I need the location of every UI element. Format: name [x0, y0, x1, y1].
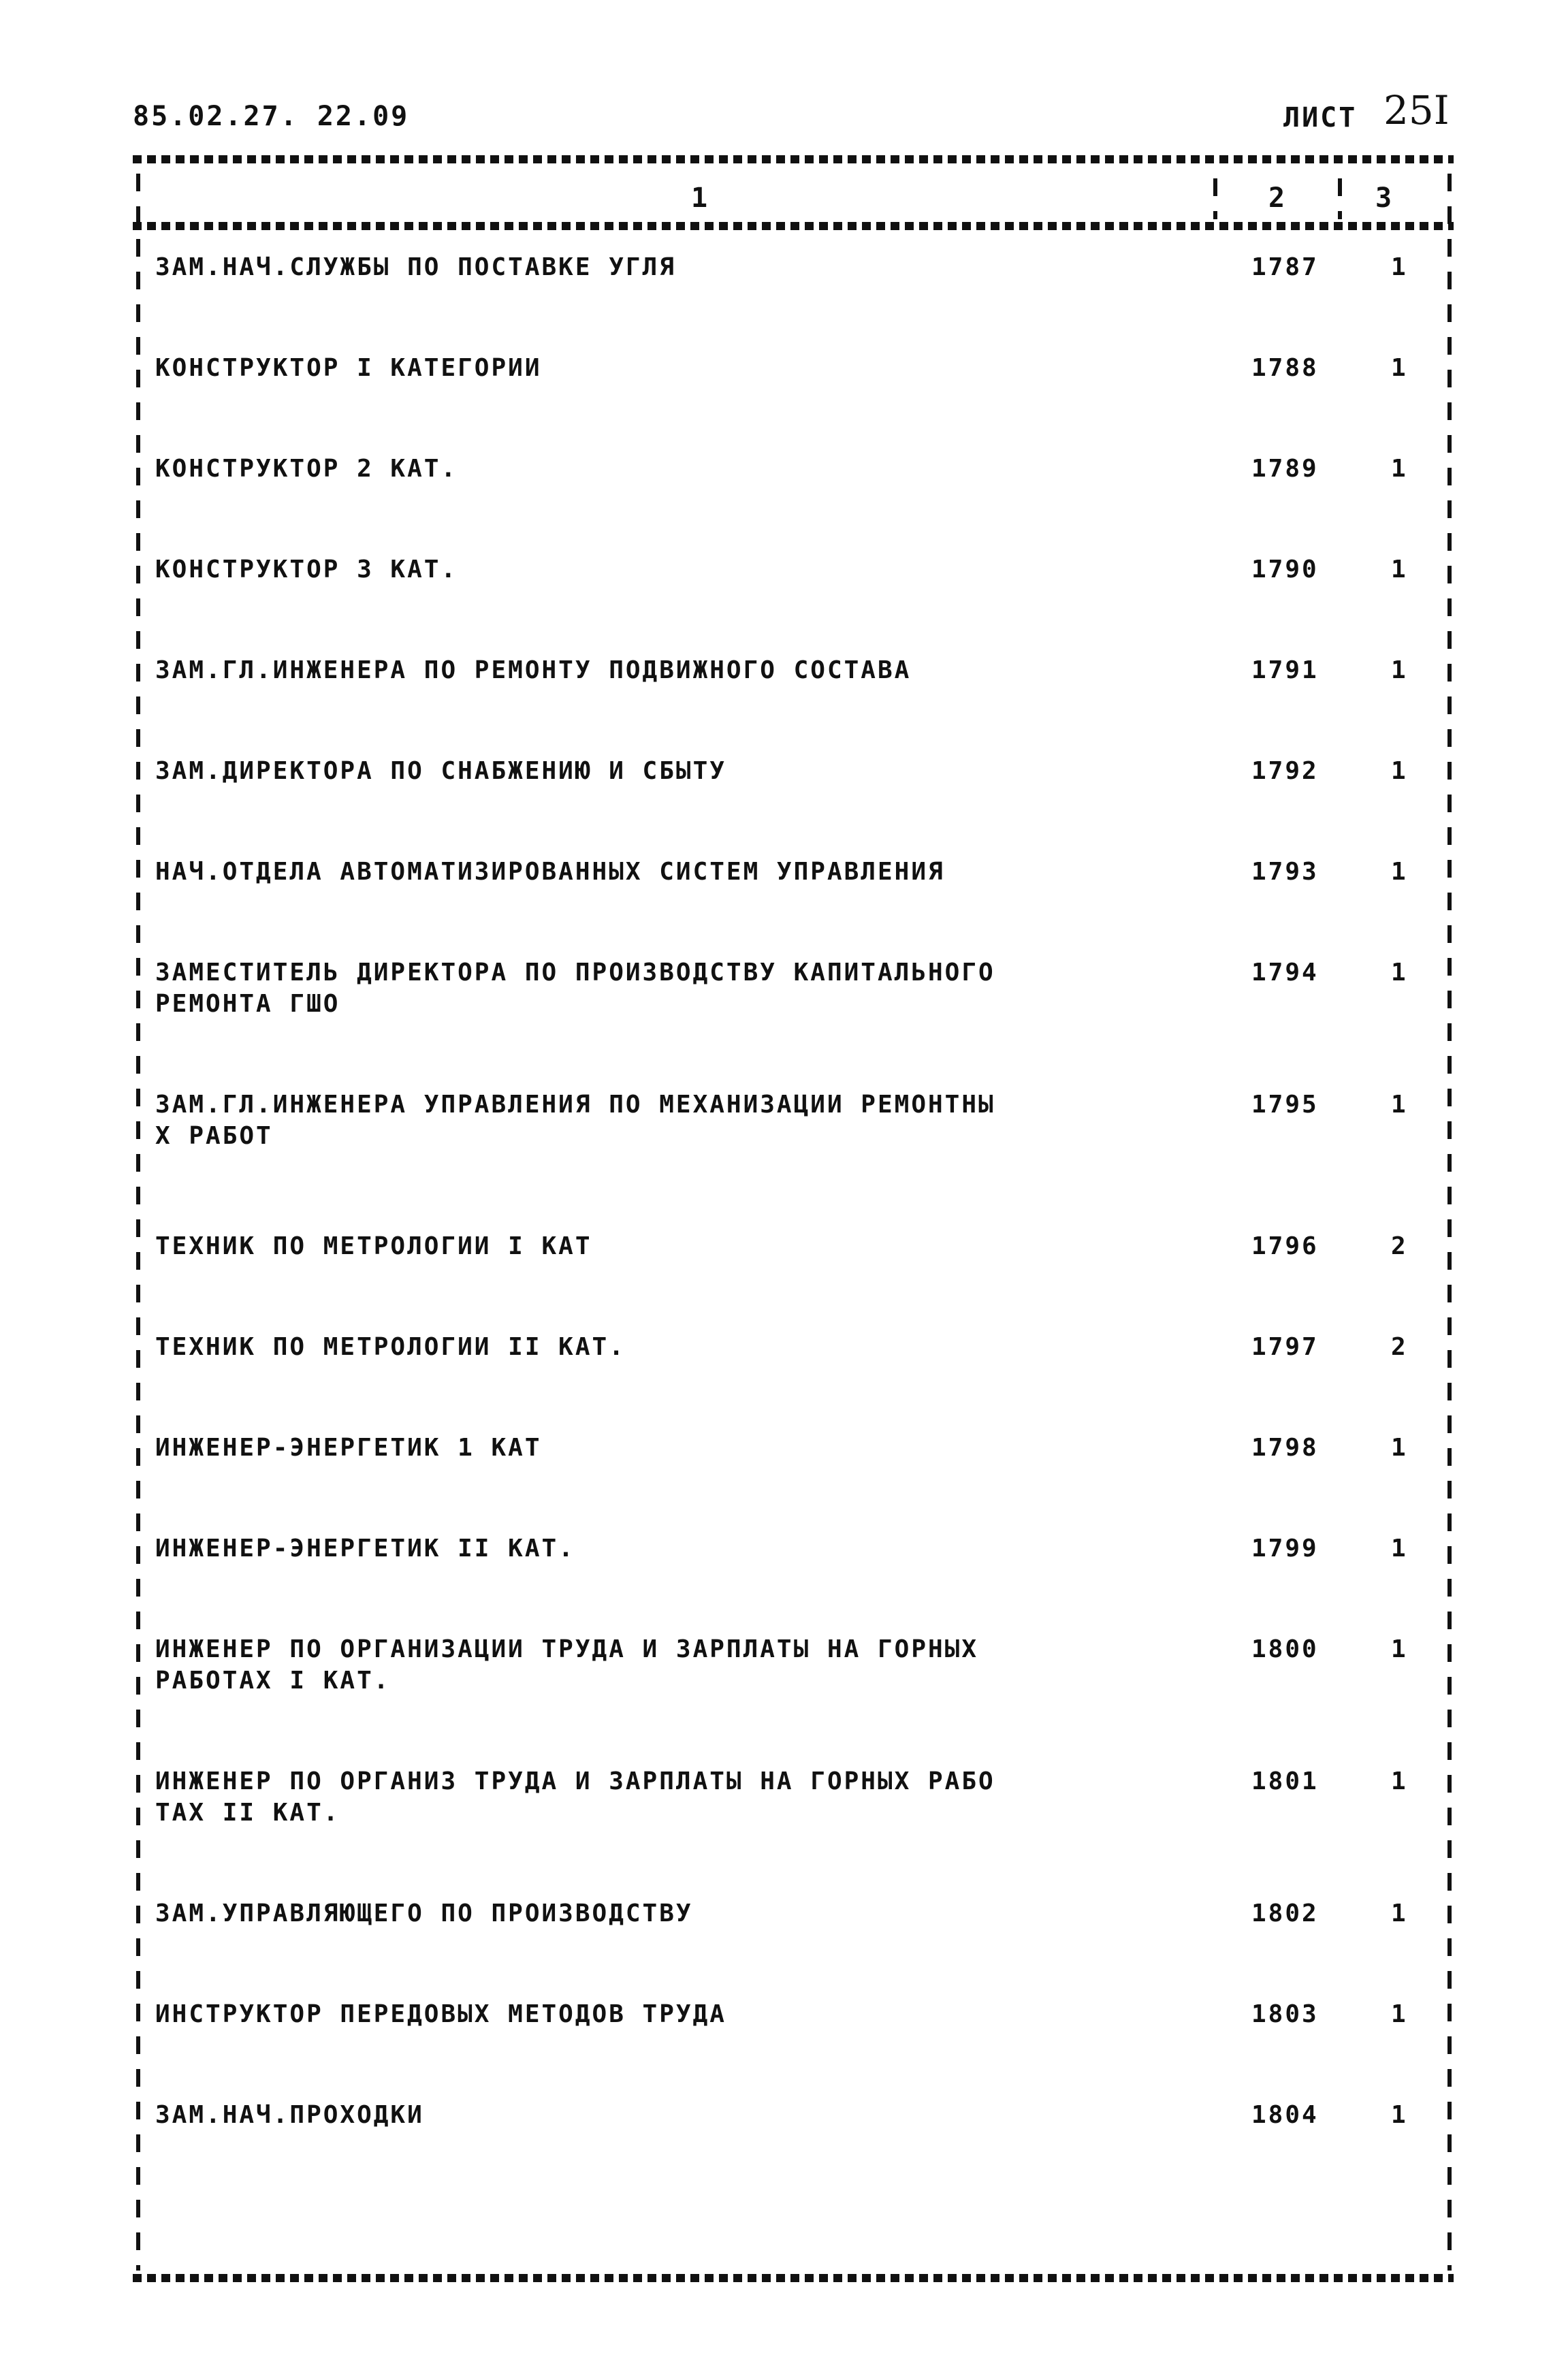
column-divider-2 [1338, 178, 1342, 219]
position-quantity: 1 [1391, 1091, 1408, 1119]
position-code: 1790 [1251, 556, 1319, 583]
position-name: ИНЖЕНЕР ПО ОРГАНИЗАЦИИ ТРУДА И ЗАРПЛАТЫ НА ГОРНЫХ РАБОТАХ І КАТ. [155, 1635, 979, 1695]
position-quantity: 2 [1391, 1333, 1408, 1361]
print-date: 85.02.27. 22.09 [133, 101, 410, 132]
position-name: ЗАМ.ДИРЕКТОРА ПО СНАБЖЕНИЮ И СБЫТУ [155, 757, 726, 785]
position-quantity: 1 [1391, 1635, 1408, 1663]
position-quantity: 1 [1391, 1535, 1408, 1562]
left-border [136, 174, 140, 2271]
position-quantity: 2 [1391, 1232, 1408, 1260]
position-code: 1801 [1251, 1767, 1319, 1795]
position-name: ИНЖЕНЕР-ЭНЕРГЕТИК ІІ КАТ. [155, 1535, 575, 1562]
position-quantity: 1 [1391, 1900, 1408, 1927]
position-code: 1792 [1251, 757, 1319, 785]
sheet-label: ЛИСТ [1283, 102, 1358, 133]
position-code: 1789 [1251, 455, 1319, 483]
position-quantity: 1 [1391, 2101, 1408, 2129]
position-quantity: 1 [1391, 1434, 1408, 1462]
position-name: ИНЖЕНЕР-ЭНЕРГЕТИК 1 КАТ [155, 1434, 542, 1462]
bottom-border [133, 2274, 1454, 2282]
position-quantity: 1 [1391, 2000, 1408, 2028]
position-quantity: 1 [1391, 959, 1408, 987]
position-name: ТЕХНИК ПО МЕТРОЛОГИИ І КАТ [155, 1232, 592, 1260]
position-code: 1804 [1251, 2101, 1319, 2129]
position-quantity: 1 [1391, 455, 1408, 483]
position-code: 1788 [1251, 354, 1319, 382]
position-code: 1791 [1251, 656, 1319, 684]
position-code: 1787 [1251, 253, 1319, 281]
position-quantity: 1 [1391, 556, 1408, 583]
position-quantity: 1 [1391, 858, 1408, 886]
position-quantity: 1 [1391, 656, 1408, 684]
right-border [1447, 174, 1452, 2271]
position-name: ИНЖЕНЕР ПО ОРГАНИЗ ТРУДА И ЗАРПЛАТЫ НА ГОРНЫХ РАБО ТАХ ІІ КАТ. [155, 1767, 995, 1827]
position-code: 1800 [1251, 1635, 1319, 1663]
column-2-header: 2 [1268, 182, 1285, 214]
column-1-header: 1 [691, 182, 708, 214]
position-code: 1793 [1251, 858, 1319, 886]
position-code: 1803 [1251, 2000, 1319, 2028]
position-name: ЗАМ.НАЧ.СЛУЖБЫ ПО ПОСТАВКЕ УГЛЯ [155, 253, 676, 281]
position-name: КОНСТРУКТОР 2 КАТ. [155, 455, 458, 483]
position-name: ЗАМЕСТИТЕЛЬ ДИРЕКТОРА ПО ПРОИЗВОДСТВУ КАПИТАЛЬНОГО РЕМОНТА ГШО [155, 959, 995, 1018]
position-quantity: 1 [1391, 354, 1408, 382]
position-code: 1797 [1251, 1333, 1319, 1361]
top-border [133, 155, 1454, 163]
position-name: ИНСТРУКТОР ПЕРЕДОВЫХ МЕТОДОВ ТРУДА [155, 2000, 726, 2028]
position-quantity: 1 [1391, 253, 1408, 281]
column-divider-1 [1213, 178, 1217, 219]
position-name: ЗАМ.УПРАВЛЯЮЩЕГО ПО ПРОИЗВОДСТВУ [155, 1900, 693, 1927]
position-name: ТЕХНИК ПО МЕТРОЛОГИИ ІІ КАТ. [155, 1333, 626, 1361]
column-3-header: 3 [1375, 182, 1392, 214]
position-name: НАЧ.ОТДЕЛА АВТОМАТИЗИРОВАННЫХ СИСТЕМ УПРАВЛЕНИЯ [155, 858, 945, 886]
position-code: 1796 [1251, 1232, 1319, 1260]
header-separator [133, 222, 1454, 230]
position-code: 1798 [1251, 1434, 1319, 1462]
position-code: 1799 [1251, 1535, 1319, 1562]
position-quantity: 1 [1391, 1767, 1408, 1795]
position-code: 1795 [1251, 1091, 1319, 1119]
position-name: КОНСТРУКТОР 3 КАТ. [155, 556, 458, 583]
position-name: КОНСТРУКТОР І КАТЕГОРИИ [155, 354, 542, 382]
position-code: 1794 [1251, 959, 1319, 987]
position-name: ЗАМ.ГЛ.ИНЖЕНЕРА УПРАВЛЕНИЯ ПО МЕХАНИЗАЦИИ РЕМОНТНЫ Х РАБОТ [155, 1091, 995, 1150]
position-name: ЗАМ.НАЧ.ПРОХОДКИ [155, 2101, 424, 2129]
position-name: ЗАМ.ГЛ.ИНЖЕНЕРА ПО РЕМОНТУ ПОДВИЖНОГО СОСТАВА [155, 656, 912, 684]
position-quantity: 1 [1391, 757, 1408, 785]
sheet-number: 25I [1383, 87, 1450, 133]
position-code: 1802 [1251, 1900, 1319, 1927]
